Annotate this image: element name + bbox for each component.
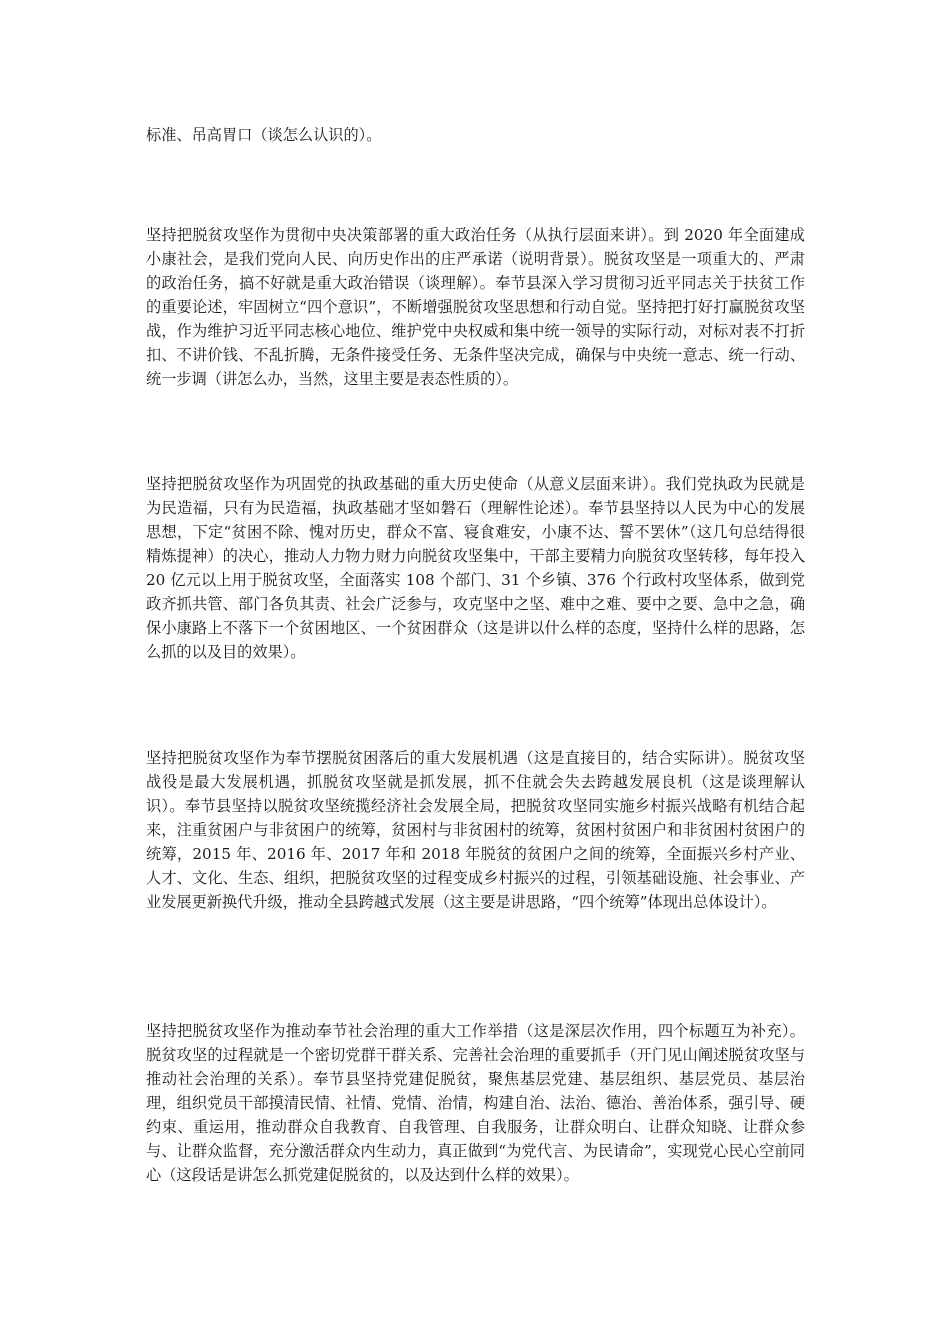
paragraph-development-opportunity: 坚持把脱贫攻坚作为奉节摆脱贫困落后的重大发展机遇（这是直接目的，结合实际讲）。脱贫攻坚战役是最大发展机遇，抓脱贫攻坚就是抓发展，抓不住就会失去跨越发展良机（这是谈理解认识）。奉节县坚持以脱贫攻坚统揽经济社会发展全局，把脱贫攻坚同实施乡村振兴战略有机结合起来，注重贫困户与非贫困户的统筹，贫困村与非贫困村的统筹，贫困村贫困户和非贫困村贫困户的统筹，2015 年、2016 年、2017 年和 2018 年脱贫的贫困户之间的统筹，全面振兴乡村产业、人才、文化、生态、组织，把脱贫攻坚的过程变成乡村振兴的过程，引领基础设施、社会事业、产业发展更新换代升级，推动全县跨越式发展（这主要是讲思路，“四个统筹”体现出总体设计）。 bbox=[146, 749, 805, 911]
paragraph-social-governance: 坚持把脱贫攻坚作为推动奉节社会治理的重大工作举措（这是深层次作用，四个标题互为补充）。脱贫攻坚的过程就是一个密切党群干群关系、完善社会治理的重要抓手（开门见山阐述脱贫攻坚与推动社会治理的关系）。奉节县坚持党建促脱贫，聚焦基层党建、基层组织、基层党员、基层治理，组织党员干部摸清民情、社情、党情、治情，构建自治、法治、德治、善治体系，强引导、硬约束、重运用，推动群众自我教育、自我管理、自我服务，让群众明白、让群众知晓、让群众参与、让群众监督，充分激活群众内生动力，真正做到“为党代言、为民请命”，实现党心民心空前同心（这段话是讲怎么抓党建促脱贫的，以及达到什么样的效果）。 bbox=[146, 1022, 805, 1184]
paragraph-historical-mission: 坚持把脱贫攻坚作为巩固党的执政基础的重大历史使命（从意义层面来讲）。我们党执政为民就是为民造福，只有为民造福，执政基础才坚如磐石（理解性论述）。奉节县坚持以人民为中心的发展思想，下定“贫困不除、愧对历史，群众不富、寝食难安，小康不达、誓不罢休”（这几句总结得很精炼提神）的决心，推动人力物力财力向脱贫攻坚集中，干部主要精力向脱贫攻坚转移，每年投入 20 亿元以上用于脱贫攻坚，全面落实 108 个部门、31 个乡镇、376 个行政村攻坚体系，做到党政齐抓共管、部门各负其责、社会广泛参与，攻克坚中之坚、难中之难、要中之要、急中之急，确保小康路上不落下一个贫困地区、一个贫困群众（这是讲以什么样的态度，坚持什么样的思路，怎么抓的以及目的效果）。 bbox=[146, 475, 805, 661]
paragraph-political-task: 坚持把脱贫攻坚作为贯彻中央决策部署的重大政治任务（从执行层面来讲）。到 2020 年全面建成小康社会，是我们党向人民、向历史作出的庄严承诺（说明背景）。脱贫攻坚是一项重大的、严肃的政治任务，搞不好就是重大政治错误（谈理解）。奉节县深入学习贯彻习近平同志关于扶贫工作的重要论述，牢固树立“四个意识”，不断增强脱贫攻坚思想和行动自觉。坚持把打好打赢脱贫攻坚战，作为维护习近平同志核心地位、维护党中央权威和集中统一领导的实际行动，对标对表不打折扣、不讲价钱、不乱折腾，无条件接受任务、无条件坚决完成，确保与中央统一意志、统一行动、统一步调（讲怎么办，当然，这里主要是表态性质的）。 bbox=[146, 226, 805, 388]
paragraph-continuation: 标准、吊高胃口（谈怎么认识的）。 bbox=[146, 126, 382, 144]
